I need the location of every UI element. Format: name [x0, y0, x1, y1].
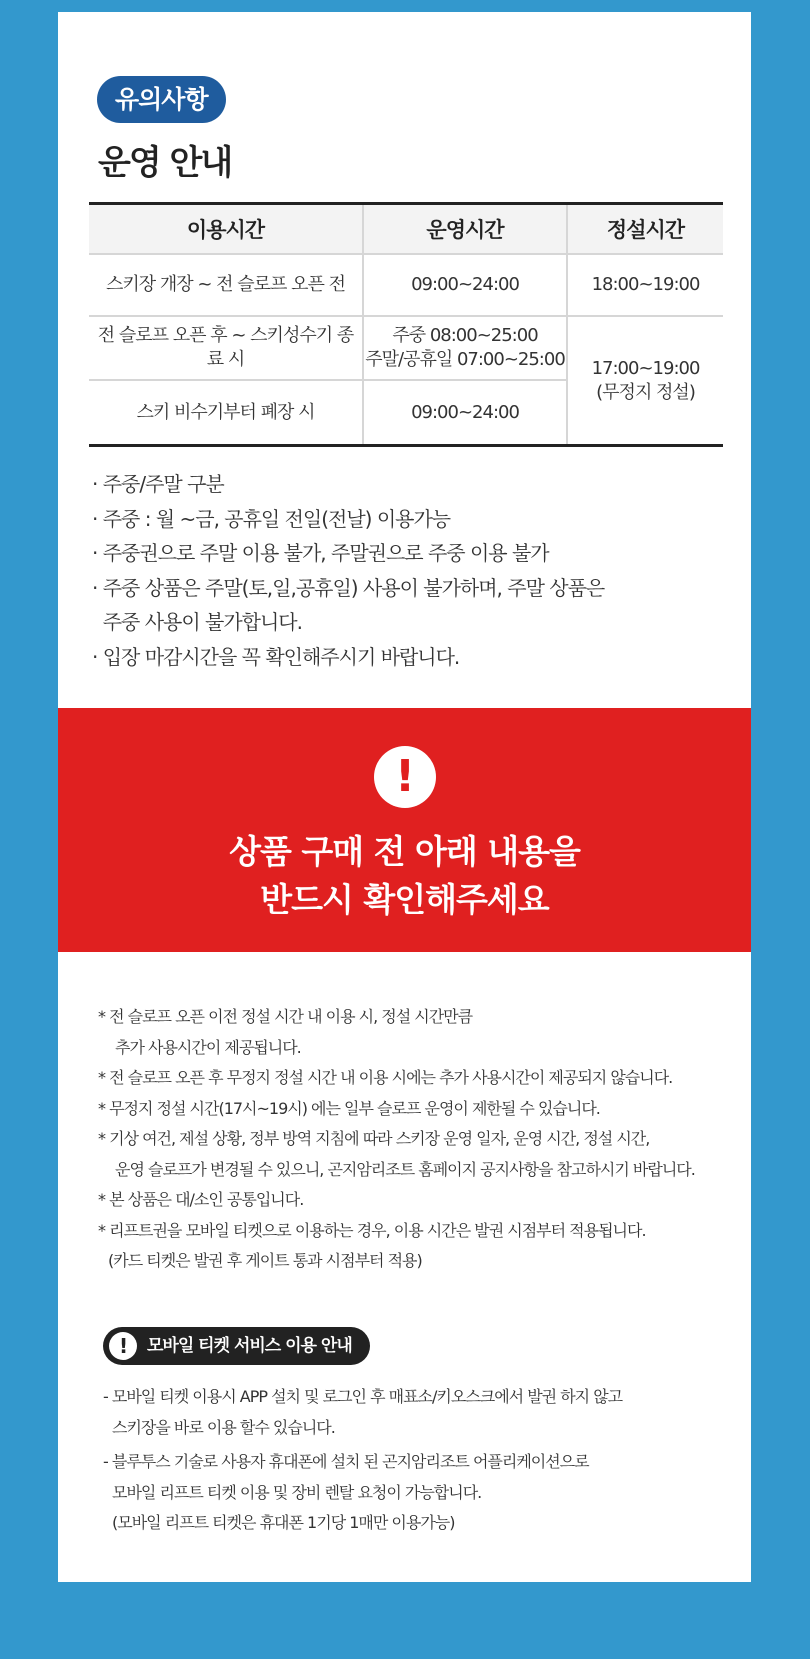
- list-item: 운영 슬로프가 변경될 수 있으니, 곤지암리조트 홈페이지 공지사항을 참고하시기 바랍니다.: [115, 1159, 695, 1179]
- notice-card: [58, 12, 751, 1582]
- period-cell: 전 슬로프 오픈 후 ~ 스키성수기 종료 시: [89, 316, 363, 380]
- list-item: - 블루투스 기술로 사용자 휴대폰에 설치 된 곤지암리조트 어플리케이션으로: [103, 1452, 589, 1471]
- notice-badge: 유의사항: [97, 76, 226, 123]
- hours-line: 주말/공휴일 07:00~25:00: [365, 349, 565, 370]
- list-item: 모바일 리프트 티켓 이용 및 장비 렌탈 요청이 가능합니다.: [112, 1482, 482, 1502]
- hours-cell: 09:00~24:00: [363, 254, 567, 316]
- list-item: - 모바일 티켓 이용시 APP 설치 및 로그인 후 매표소/키오스크에서 발권 하지 않고: [103, 1387, 623, 1406]
- period-cell: 스키 비수기부터 폐장 시: [89, 380, 363, 446]
- period-cell: 스키장 개장 ~ 전 슬로프 오픈 전: [89, 254, 363, 316]
- mobile-ticket-label: [103, 1327, 370, 1365]
- warning-line: 상품 구매 전 아래 내용을: [229, 832, 580, 871]
- list-item: · 입장 마감시간을 꼭 확인해주시기 바랍니다.: [92, 644, 460, 669]
- list-item: 스키장을 바로 이용 할수 있습니다.: [112, 1417, 335, 1437]
- list-item: * 무정지 정설 시간(17시~19시) 에는 일부 슬로프 운영이 제한될 수 있습니다.: [98, 1098, 600, 1118]
- schedule-table: [89, 202, 723, 447]
- grooming-cell: [567, 316, 723, 446]
- mobile-ticket-list: [103, 1382, 723, 1539]
- list-item: · 주중권으로 주말 이용 불가, 주말권으로 주중 이용 불가: [92, 541, 549, 565]
- list-item: * 전 슬로프 오픈 후 무정지 정설 시간 내 이용 시에는 추가 사용시간이 제공되지 않습니다.: [98, 1068, 673, 1087]
- list-item: · 주중/주말 구분: [92, 472, 224, 496]
- warning-banner: [58, 708, 751, 952]
- page-title: 운영 안내: [98, 143, 232, 183]
- table-row: [89, 316, 723, 380]
- list-item: * 기상 여건, 제설 상황, 정부 방역 지침에 따라 스키장 운영 일자, 운영 시간, 정설 시간,: [98, 1129, 650, 1148]
- hours-line: 주중 08:00~25:00: [392, 325, 538, 346]
- list-item: 주중 사용이 불가합니다.: [92, 610, 302, 634]
- list-item: * 전 슬로프 오픈 이전 정설 시간 내 이용 시, 정설 시간만큼: [98, 1007, 473, 1026]
- grooming-line: (무정지 정설): [596, 381, 695, 403]
- list-item: · 주중 : 월 ~금, 공휴일 전일(전날) 이용가능: [92, 506, 451, 531]
- list-item: (모바일 리프트 티켓은 휴대폰 1기당 1매만 이용가능): [112, 1513, 455, 1532]
- table-row: [89, 254, 723, 316]
- list-item: * 본 상품은 대/소인 공통입니다.: [98, 1190, 304, 1209]
- warning-line: 반드시 확인해주세요: [260, 880, 549, 919]
- exclamation-icon: !: [109, 1332, 137, 1360]
- grooming-line: 17:00~19:00: [591, 357, 700, 379]
- list-item: * 리프트권을 모바일 티켓으로 이용하는 경우, 이용 시간은 발권 시점부터 적용됩니다.: [98, 1220, 646, 1240]
- hours-cell: 09:00~24:00: [363, 380, 567, 446]
- column-header: 정설시간: [567, 204, 723, 255]
- list-item: 추가 사용시간이 제공됩니다.: [115, 1037, 301, 1057]
- list-item: · 주중 상품은 주말(토,일,공휴일) 사용이 불가하며, 주말 상품은: [92, 575, 605, 600]
- mobile-ticket-title: 모바일 티켓 서비스 이용 안내: [147, 1336, 352, 1356]
- hours-cell: [363, 316, 567, 380]
- table-header-row: [89, 204, 723, 255]
- column-header: 운영시간: [363, 204, 567, 255]
- list-item: (카드 티켓은 발권 후 게이트 통과 시점부터 적용): [108, 1251, 422, 1270]
- exclamation-icon: !: [374, 746, 436, 808]
- grooming-cell: 18:00~19:00: [567, 254, 723, 316]
- notes-list: [92, 467, 712, 674]
- column-header: 이용시간: [89, 204, 363, 255]
- fine-print-list: [98, 1002, 738, 1277]
